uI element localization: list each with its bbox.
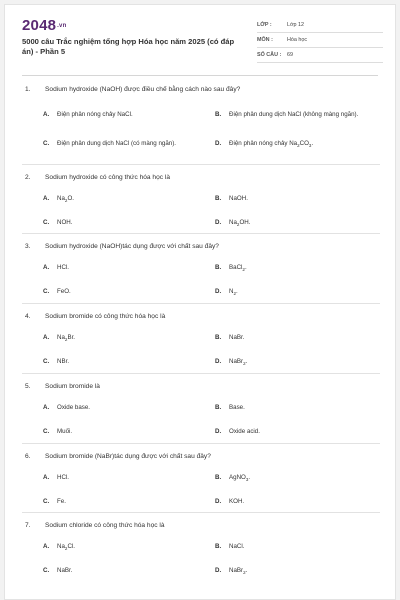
option-label: A. (43, 195, 50, 202)
meta-key: MÔN : (257, 37, 273, 43)
logo-text: 2048 (22, 17, 57, 34)
question-divider (22, 512, 380, 513)
answer-option[interactable] (215, 543, 379, 561)
question-divider (22, 164, 380, 165)
option-text: $Na_2OH$. (229, 219, 251, 228)
option-text: Điện phân nóng chảy $Na_2CO_3$. (229, 140, 314, 149)
question-number: 1. (25, 86, 31, 93)
option-label: C. (43, 567, 50, 574)
question-number: 7. (25, 522, 31, 529)
option-text: KOH. (229, 498, 245, 505)
option-text: NaBr$_2$. (229, 358, 248, 367)
question-divider (22, 443, 380, 444)
option-text: NaCl. (229, 543, 245, 550)
option-label: A. (43, 474, 50, 481)
document-title: 5000 câu Trắc nghiệm tổng hợp Hóa học năm 2025 (có đáp án) - Phần 5 (22, 37, 235, 56)
option-label: C. (43, 288, 50, 295)
option-text: NaBr. (229, 334, 245, 341)
question-text (5, 242, 396, 256)
question-number: 2. (25, 174, 31, 181)
question-divider (22, 303, 380, 304)
option-text: $Na_2Br$. (57, 334, 76, 343)
option-text: Oxide base. (57, 404, 91, 411)
option-label: B. (215, 404, 222, 411)
answer-option[interactable] (43, 334, 207, 352)
option-text: Muối. (57, 428, 73, 435)
option-text: BaCl$_2$. (229, 264, 247, 273)
meta-table (257, 18, 383, 63)
option-label: A. (43, 404, 50, 411)
option-text: NaBr$_2$. (229, 567, 248, 576)
option-text: $Na_2O$. (57, 195, 74, 204)
option-label: B. (215, 334, 222, 341)
option-label: B. (215, 264, 222, 271)
option-label: C. (43, 498, 50, 505)
option-text: Điện phân dung dịch NaCl (có màng ngăn). (57, 140, 177, 147)
meta-key: LỚP : (257, 22, 272, 28)
option-text: AgNO$_3$. (229, 474, 251, 483)
answer-option[interactable] (43, 567, 207, 585)
option-label: B. (215, 474, 222, 481)
question-text (5, 452, 396, 466)
option-text: Điện phân nóng chảy NaCl. (57, 111, 133, 118)
option-label: B. (215, 195, 222, 202)
option-label: D. (215, 567, 222, 574)
question-item (5, 521, 396, 591)
question-item (5, 85, 396, 173)
header-divider (22, 75, 378, 76)
question-text (5, 382, 396, 396)
answer-option[interactable] (215, 474, 379, 492)
meta-row-subject (257, 33, 383, 48)
meta-value: 69 (287, 52, 293, 58)
option-text: Oxide acid. (229, 428, 260, 435)
question-text (5, 173, 396, 187)
document-header (5, 5, 395, 71)
option-label: D. (215, 219, 222, 226)
answer-option[interactable] (215, 567, 379, 585)
question-body: Sodium hydroxide có công thức hóa học là (45, 174, 171, 181)
option-text: NBr. (57, 358, 70, 365)
answer-option[interactable] (215, 111, 379, 129)
answer-option[interactable] (43, 111, 207, 129)
meta-key: SỐ CÂU : (257, 52, 282, 58)
question-body: Sodium chloride có công thức hóa học là (45, 522, 165, 529)
logo-tld: .vn (57, 23, 67, 30)
answer-option[interactable] (43, 474, 207, 492)
question-item (5, 452, 396, 521)
meta-value: Lớp 12 (287, 22, 305, 28)
question-item (5, 312, 396, 382)
question-number: 5. (25, 383, 31, 390)
option-label: A. (43, 543, 50, 550)
option-label: D. (215, 498, 222, 505)
question-divider (22, 373, 380, 374)
answer-option[interactable] (43, 498, 207, 516)
option-label: A. (43, 334, 50, 341)
question-body: Sodium bromide là (45, 383, 100, 390)
option-text: NaOH. (229, 195, 248, 202)
site-logo[interactable] (22, 17, 66, 34)
answer-option[interactable] (43, 404, 207, 422)
answer-option[interactable] (215, 334, 379, 352)
option-text: $Na_2Cl$. (57, 543, 75, 552)
option-label: C. (43, 358, 50, 365)
option-text: Fe. (57, 498, 66, 505)
question-body: Sodium hydroxide (NaOH)tác dụng được với chất sau đây? (45, 243, 219, 250)
question-text (5, 85, 396, 99)
option-label: D. (215, 140, 222, 147)
option-text: NOH. (57, 219, 73, 226)
option-text: $N_2$. (229, 288, 238, 297)
meta-value: Hóa học (287, 37, 308, 43)
answer-option[interactable] (215, 498, 379, 516)
meta-row-class (257, 18, 383, 33)
answer-option[interactable] (43, 264, 207, 282)
answer-option[interactable] (215, 404, 379, 422)
answer-option[interactable] (43, 140, 207, 158)
question-item (5, 173, 396, 242)
option-text: Điện phân dung dịch NaCl (không màng ngăn). (229, 111, 359, 118)
question-number: 3. (25, 243, 31, 250)
option-label: B. (215, 543, 222, 550)
option-text: FeO. (57, 288, 71, 295)
document-page (4, 4, 396, 600)
answer-option[interactable] (215, 195, 379, 213)
option-label: C. (43, 428, 50, 435)
option-label: C. (43, 219, 50, 226)
question-number: 4. (25, 313, 31, 320)
question-item (5, 242, 396, 312)
answer-option[interactable] (215, 219, 379, 237)
question-body: Sodium bromide (NaBr)tác dụng được với chất sau đây? (45, 453, 211, 460)
question-text (5, 312, 396, 326)
option-label: D. (215, 358, 222, 365)
answer-option[interactable] (43, 543, 207, 561)
option-text: Base. (229, 404, 245, 411)
option-label: B. (215, 111, 222, 118)
answer-option[interactable] (215, 264, 379, 282)
answer-option[interactable] (215, 140, 379, 158)
option-text: HCl. (57, 264, 70, 271)
question-body: Sodium hydroxide (NaOH) được điều chế bằng cách nào sau đây? (45, 86, 241, 93)
meta-row-count (257, 48, 383, 63)
option-label: D. (215, 288, 222, 295)
option-label: A. (43, 264, 50, 271)
question-number: 6. (25, 453, 31, 460)
answer-option[interactable] (43, 219, 207, 237)
question-text (5, 521, 396, 535)
option-label: C. (43, 140, 50, 147)
option-text: NaBr. (57, 567, 73, 574)
question-divider (22, 233, 380, 234)
question-body: Sodium bromide có công thức hóa học là (45, 313, 166, 320)
option-label: A. (43, 111, 50, 118)
answer-option[interactable] (43, 195, 207, 213)
option-label: D. (215, 428, 222, 435)
question-item (5, 382, 396, 452)
option-text: HCl. (57, 474, 70, 481)
